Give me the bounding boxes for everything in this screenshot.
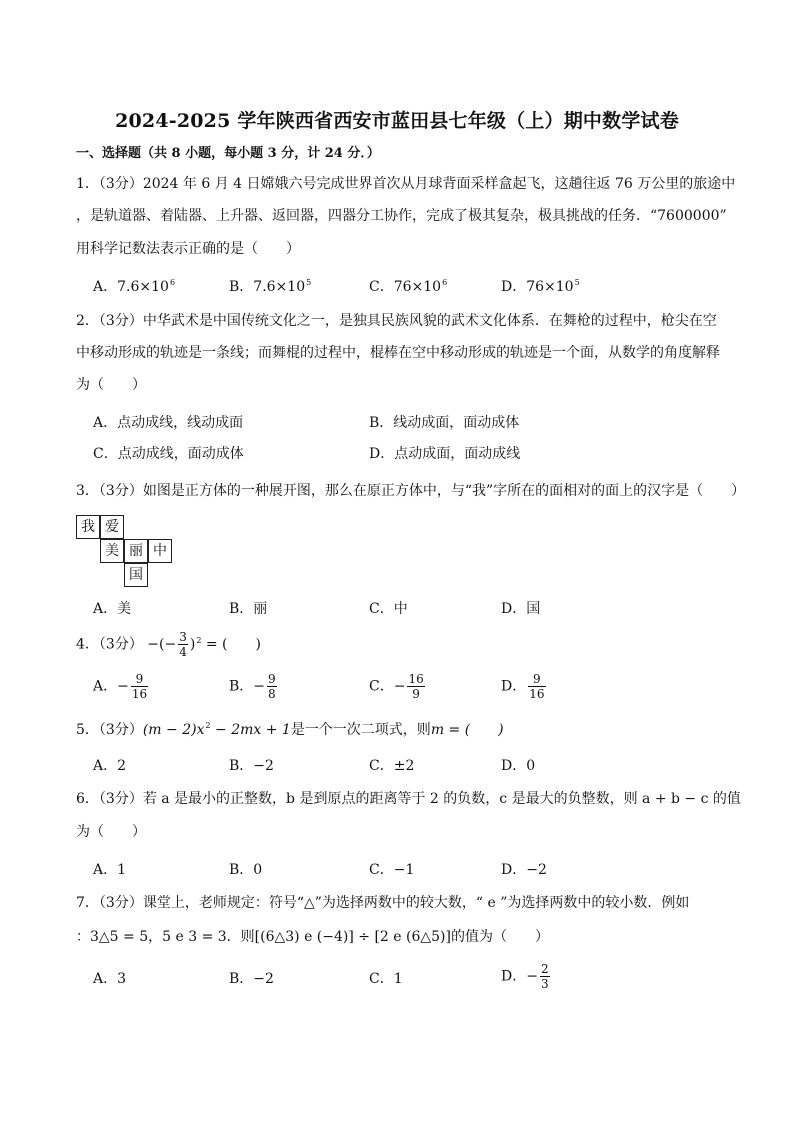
q7-option-d[interactable]: D．− $\frac{2}{3}$ bbox=[501, 962, 549, 991]
page-title: 2024-2025 学年陕西省西安市蓝田县七年级（上）期中数学试卷 bbox=[115, 110, 679, 132]
q1-line2: ，是轨道器、着陆器、上升器、返回器，四器分工协作，完成了极其复杂，极具挑战的任务．“7600000” bbox=[76, 208, 727, 224]
q4-option-a[interactable]: A．− $\frac{9}{16}$ bbox=[93, 672, 148, 701]
q5-option-b[interactable]: B．−2 bbox=[229, 758, 274, 774]
q2-line1: 2．（3分）中华武术是中国传统文化之一，是独具民族风貌的武术文化体系．在舞枪的过程中，枪尖在空 bbox=[76, 313, 717, 329]
q3-option-d[interactable]: D．国 bbox=[501, 601, 541, 617]
q1-option-b[interactable]: B．$7.6\times 10^5$ bbox=[229, 278, 312, 295]
net-cell-mei: 美 bbox=[100, 539, 124, 563]
q6-line2: 为（ ） bbox=[76, 824, 146, 840]
q6-option-d[interactable]: D．−2 bbox=[501, 862, 547, 878]
q1-option-d[interactable]: D．$76\times 10^5$ bbox=[501, 278, 580, 295]
q3-option-b[interactable]: B．丽 bbox=[229, 601, 268, 617]
section-heading: 一、选择题（共 8 小题，每小题 3 分，计 24 分．） bbox=[76, 146, 380, 161]
q1-line3: 用科学记数法表示正确的是（ ） bbox=[76, 241, 300, 257]
q2-line2: 中移动形成的轨迹是一条线；而舞棍的过程中，棍棒在空中移动形成的轨迹是一个面，从数学的角度解释 bbox=[76, 345, 720, 361]
q5-stem: 5．（3分）$(m - 2)x^2 - 2mx + 1$是一个一次二项式，则m = ( ) bbox=[76, 721, 504, 738]
q5-option-c[interactable]: C．±2 bbox=[369, 758, 415, 774]
q4-fraction: $\frac{3}{4}$ bbox=[179, 630, 187, 659]
q7-line1: 7．（3分）课堂上，老师规定：符号“△”为选择两数中的较大数，“ e ”为选择两数中的较小数．例如 bbox=[76, 895, 690, 911]
net-cell-li: 丽 bbox=[124, 539, 148, 563]
q4-stem: 4．（3分） −(− $\frac{3}{4}$ )$^2$ = ( ) bbox=[76, 630, 261, 659]
q2-line3: 为（ ） bbox=[76, 377, 146, 393]
q2-option-d[interactable]: D．点动成面，面动成线 bbox=[369, 446, 521, 462]
q4-option-b[interactable]: B．− $\frac{9}{8}$ bbox=[229, 672, 276, 701]
q7-option-a[interactable]: A．3 bbox=[93, 971, 127, 987]
cube-net-figure bbox=[76, 515, 176, 590]
q3-option-a[interactable]: A．美 bbox=[93, 601, 132, 617]
q6-option-b[interactable]: B．0 bbox=[229, 862, 263, 878]
net-cell-zhong: 中 bbox=[148, 539, 172, 563]
q3-line1: 3．（3分）如图是正方体的一种展开图，那么在原正方体中，与“我”字所在的面相对的面上的汉字是（ ） bbox=[76, 483, 746, 499]
q6-option-a[interactable]: A．1 bbox=[93, 862, 127, 878]
q2-option-a[interactable]: A．点动成线，线动成面 bbox=[93, 415, 244, 431]
q5-option-d[interactable]: D．0 bbox=[501, 758, 536, 774]
q6-option-c[interactable]: C．−1 bbox=[369, 862, 415, 878]
q1-line1: 1．（3分）2024 年 6 月 4 日嫦娥六号完成世界首次从月球背面采样盒起飞，这趟往返 76 万公里的旅途中 bbox=[76, 176, 736, 192]
q7-line2: ：3△5 = 5，5 e 3 = 3．则[(6△3) e (−4)] ÷ [2 e (6△5)]的值为（ ） bbox=[76, 929, 549, 945]
q3-option-c[interactable]: C．中 bbox=[369, 601, 408, 617]
q7-option-b[interactable]: B．−2 bbox=[229, 971, 274, 987]
q2-option-c[interactable]: C．点动成线，面动成体 bbox=[93, 446, 244, 462]
net-cell-wo: 我 bbox=[76, 515, 100, 539]
net-cell-guo: 国 bbox=[124, 563, 148, 587]
q1-option-c[interactable]: C．$76\times 10^6$ bbox=[369, 278, 448, 295]
q4-option-d[interactable]: D． $\frac{9}{16}$ bbox=[501, 672, 545, 701]
q1-option-a[interactable]: A．$7.6\times 10^6$ bbox=[93, 278, 176, 295]
q5-option-a[interactable]: A．2 bbox=[93, 758, 127, 774]
q2-option-b[interactable]: B．线动成面，面动成体 bbox=[369, 415, 520, 431]
q6-line1: 6．（3分）若 a 是最小的正整数，b 是到原点的距离等于 2 的负数，c 是最大的负整数，则 a + b − c 的值 bbox=[76, 791, 741, 807]
net-cell-ai: 爱 bbox=[100, 515, 124, 539]
q7-option-c[interactable]: C．1 bbox=[369, 971, 403, 987]
q4-option-c[interactable]: C．− $\frac{16}{9}$ bbox=[369, 672, 424, 701]
